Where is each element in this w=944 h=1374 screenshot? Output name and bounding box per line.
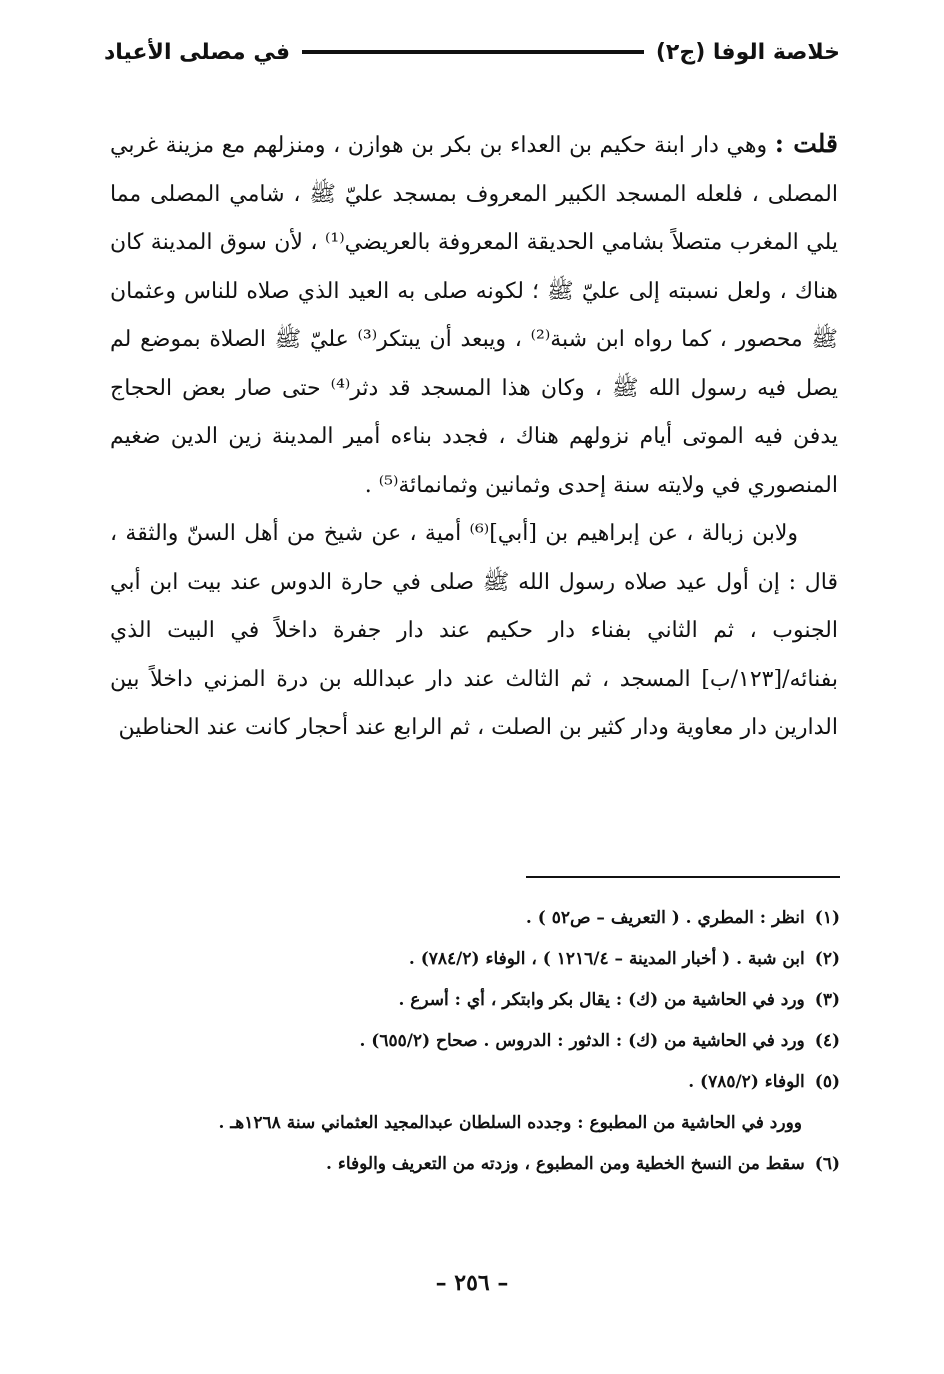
footnote-1: [110, 898, 840, 939]
footnote-text: سقط من النسخ الخطية ومن المطبوع ، وزدته من التعريف والوفاء .: [325, 1154, 805, 1174]
footnote-number: (٢): [814, 949, 840, 969]
body-text: [110, 120, 838, 753]
footnote-number: (٦): [814, 1154, 840, 1174]
footnote-number: (٤): [814, 1031, 840, 1051]
running-header: [104, 30, 840, 74]
footnote-text: انظر : المطري . ( التعريف – ص٥٢ ) .: [525, 908, 805, 928]
footnote-text: ابن شبة . ( أخبار المدينة – ١٢١٦/٤ ) ، الوفاء (٧٨٤/٢) .: [408, 949, 805, 969]
header-chapter-title: في مصلى الأعياد: [104, 39, 291, 65]
footnote-5-continued: [110, 1103, 840, 1144]
footnote-text: وورد في الحاشية من المطبوع : وجدده السلطان عبدالمجيد العثماني سنة ١٢٦٨هـ .: [218, 1113, 802, 1133]
lead-word: قلت :: [774, 129, 838, 158]
footnote-6: [110, 1144, 840, 1185]
footnotes: [110, 898, 840, 1185]
paragraph-1-text: وهي دار ابنة حكيم بن العداء بن بكر بن هوازن ، ومنزلهم مع مزينة غربي المصلى ، فلعله المسجد الكبير المعروف بمسجد عليّ ﷺ ، شامي المصلى مما يلي المغرب متصلاً بشامي الحديقة المعروفة بالعريضي⁽¹⁾ ، لأن سوق المدينة كان هناك ، ولعل نسبته إلى عليّ ﷺ ؛ لكونه صلى به العيد الذي صلاه للناس وعثمان ﷺ محصور ، كما رواه ابن شبة⁽²⁾ ، ويبعد أن يبتكر⁽³⁾ عليّ ﷺ الصلاة بموضع لم يصل فيه رسول الله ﷺ ، وكان هذا المسجد قد دثر⁽⁴⁾ حتى صار بعض الحجاج يدفن فيه الموتى أيام نزولهم هناك ، فجدد بناءه أمير المدينة زين الدين ضغيم المنصوري في ولايته سنة إحدى وثمانين وثمانمائة⁽⁵⁾ .: [110, 133, 838, 498]
footnote-2: [110, 939, 840, 980]
footnote-separator: [526, 876, 840, 878]
footnote-number: (١): [814, 908, 840, 928]
footnote-text: الوفاء (٧٨٥/٢) .: [688, 1072, 805, 1092]
paragraph-2: ولابن زبالة ، عن إبراهيم بن [أبي]⁽⁶⁾ أمية ، عن شيخ من أهل السنّ والثقة ، قال : إن أول عيد صلاه رسول الله ﷺ صلى في حارة الدوس عند بيت ابن أبي الجنوب ، ثم الثاني بفناء دار حكيم عند دار جفرة داخلاً في البيت الذي بفنائه/[١٢٣/ب] المسجد ، ثم الثالث عند دار عبدالله بن درة المزني داخلاً بين الدارين دار معاوية ودار كثير بن الصلت ، ثم الرابع عند أحجار كانت عند الحناطين: [110, 521, 838, 740]
footnote-4: [110, 1021, 840, 1062]
footnote-number: (٣): [814, 990, 840, 1010]
footnote-3: [110, 980, 840, 1021]
header-rule: [302, 50, 644, 54]
header-book-title: خلاصة الوفا (ج٢): [655, 39, 840, 65]
footnote-5: [110, 1062, 840, 1103]
footnote-text: ورد في الحاشية من (ك) : يقال بكر وابتكر ، أي : أسرع .: [398, 990, 805, 1010]
footnote-text: ورد في الحاشية من (ك) : الدثور : الدروس . صحاح (٦٥٥/٢) .: [359, 1031, 805, 1051]
footnote-number: (٥): [814, 1072, 840, 1092]
page-number: – ٢٥٦ –: [435, 1270, 509, 1296]
paragraph-1: [110, 120, 838, 510]
